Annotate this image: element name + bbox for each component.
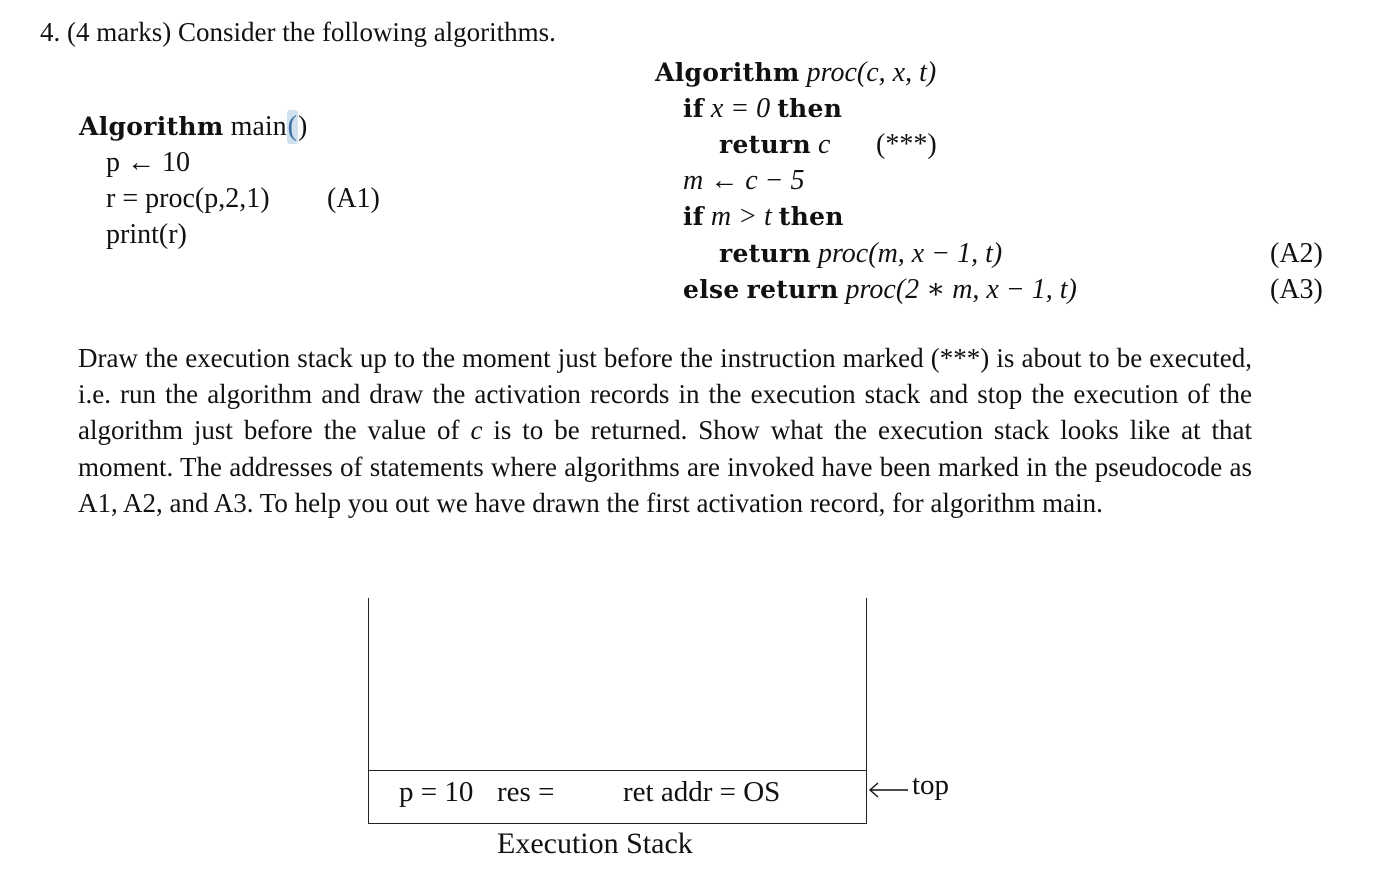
activation-record-main [369, 770, 866, 823]
proc-return-var: c [817, 129, 831, 160]
algorithm-keyword-proc: Algorithm [655, 58, 800, 87]
record-res-value: res = [497, 776, 555, 808]
marker-stars: (***) [876, 129, 937, 160]
proc-signature: proc(c, x, t) [806, 57, 937, 88]
main-line-assign: p ← 10 [106, 147, 190, 178]
question-title: (4 marks) Consider the following algorithms. [67, 17, 556, 47]
instructions-var-c: c [470, 415, 483, 446]
proc-return-c-line: return c [719, 129, 831, 160]
proc-if-m-condition: m > t [710, 201, 772, 232]
label-a3: (A3) [1270, 274, 1323, 305]
proc-return-recursive-line: return proc(m, x − 1, t) [719, 238, 1003, 269]
proc-if-zero-condition: x = 0 [710, 93, 771, 124]
top-arrow-icon [866, 780, 910, 800]
proc-assign-line: m ← c − 5 [683, 165, 805, 196]
stack-caption: Execution Stack [497, 827, 693, 860]
main-algorithm-name: main() [230, 111, 308, 142]
proc-if-m-line: if m > t then [683, 201, 844, 232]
proc-recursive-call-a2: proc(m, x − 1, t) [817, 238, 1003, 269]
instructions-paragraph: Draw the execution stack up to the moment just before the instruction marked (***) is about to be executed, i.e. run the algorithm and draw the activation records in the execution stack and stop the execution of the algorithm just before the value of c is to be returned. Show what the execution stack looks like at that moment. The addresses of statements where algorithms are invoked have been marked in the pseudocode as A1, A2, and A3. To help you out we have drawn the first activation record, for algorithm main. [78, 343, 1253, 518]
main-line-print: print(r) [106, 219, 187, 250]
question-heading [40, 15, 556, 49]
algorithm-keyword: Algorithm [79, 112, 224, 141]
label-a1: (A1) [327, 183, 380, 214]
proc-recursive-call-a3: proc(2 ∗ m, x − 1, t) [845, 274, 1077, 305]
record-return-address: ret addr = OS [623, 776, 781, 808]
proc-if-zero-line: if x = 0 then [683, 93, 843, 124]
top-label: top [912, 769, 950, 801]
main-line-call: r = proc(p,2,1) [106, 183, 270, 214]
label-a2: (A2) [1270, 238, 1323, 269]
question-number: 4. [40, 17, 61, 47]
execution-stack [368, 598, 867, 824]
record-p-value: p = 10 [399, 776, 474, 808]
proc-else-line: else return proc(2 ∗ m, x − 1, t) [683, 274, 1077, 305]
main-algorithm-header [79, 110, 307, 144]
proc-algorithm-header [655, 56, 936, 90]
